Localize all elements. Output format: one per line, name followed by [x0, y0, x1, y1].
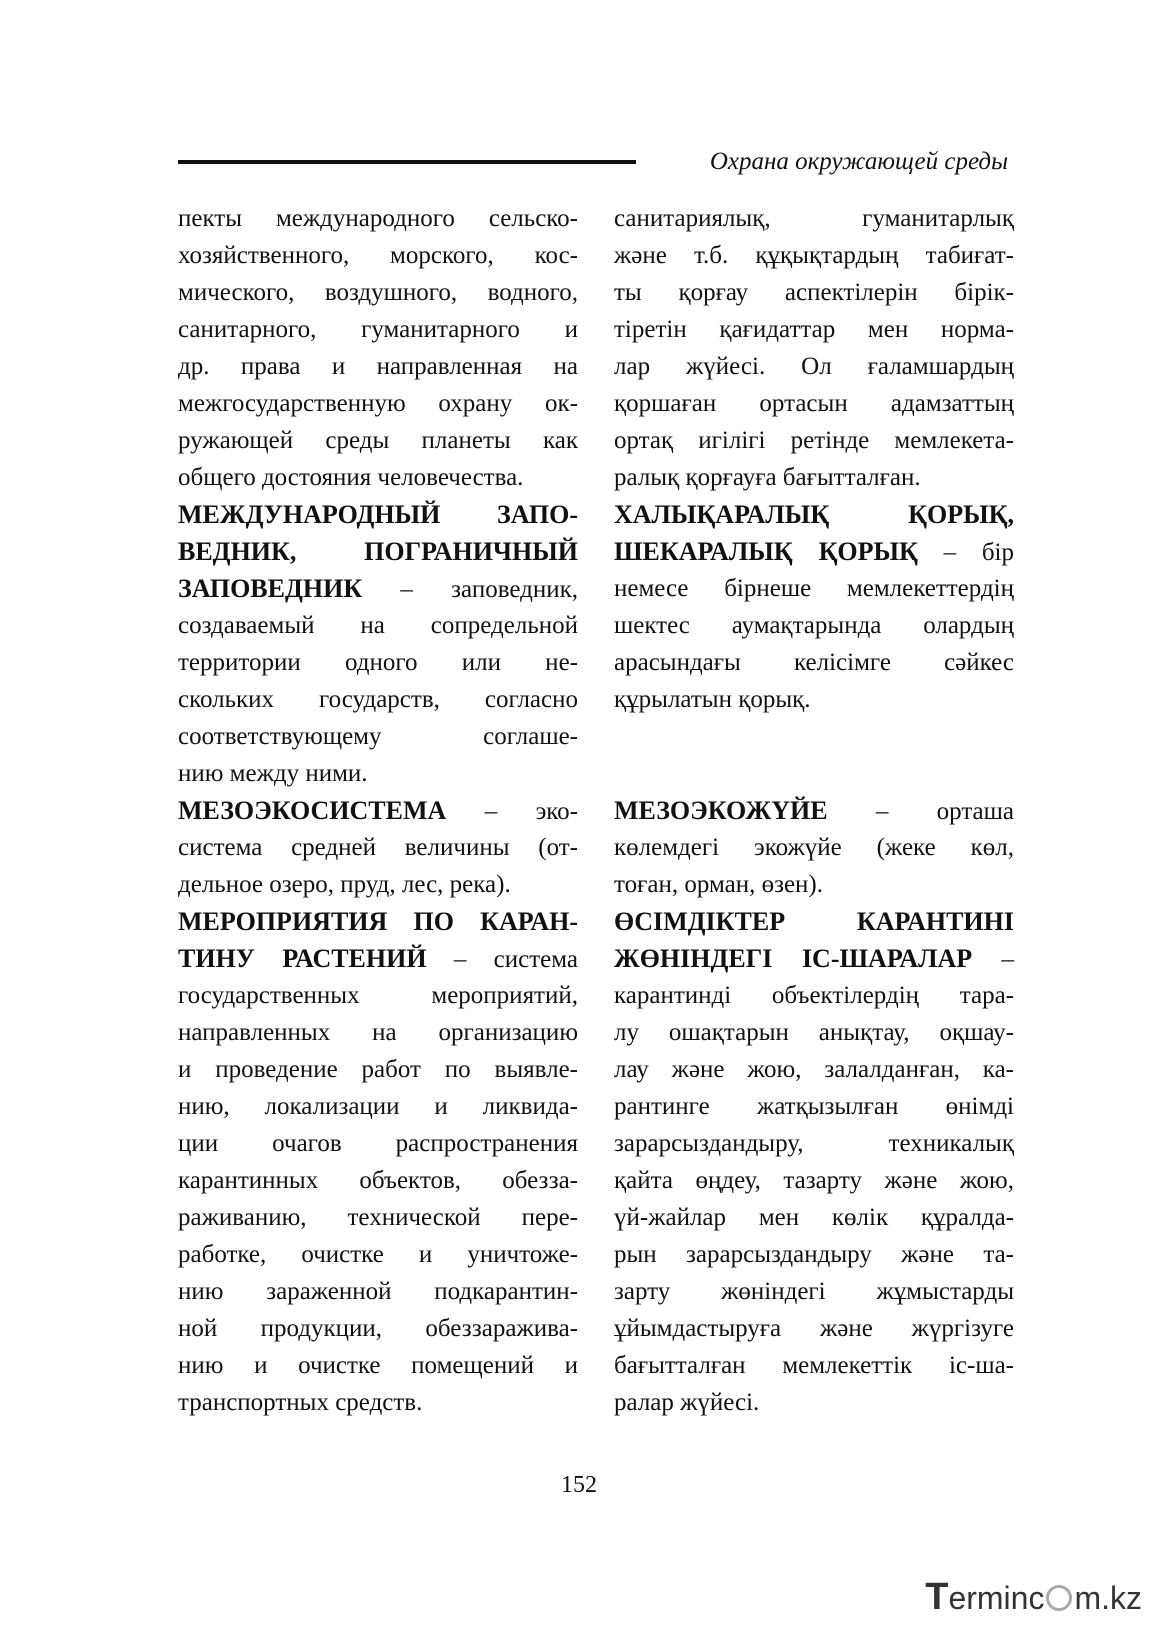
right-column: [614, 200, 1014, 1421]
text-line: [614, 533, 1014, 570]
definition-text: рантинге жатқызылған өнімді: [614, 1093, 1014, 1120]
definition-text: рын зарарсыздандыру және та-: [614, 1241, 1014, 1268]
text-line: [178, 274, 578, 311]
text-line: [614, 1347, 1014, 1384]
definition-text: құрылатын қорық.: [614, 686, 811, 713]
text-line: [614, 1051, 1014, 1088]
term-heading: ТИНУ РАСТЕНИЙ: [178, 944, 427, 973]
definition-text: тіретін қағидаттар мен норма-: [614, 316, 1014, 343]
text-line: [614, 274, 1014, 311]
term-heading: ХАЛЫҚАРАЛЫҚ ҚОРЫҚ,: [614, 500, 1014, 529]
definition-text: межгосударственную охрану ок-: [178, 390, 578, 417]
definition-text: ты қорғау аспектілерін бірік-: [614, 279, 1014, 306]
text-line: [178, 459, 578, 496]
definition-text: скольких государств, согласно: [178, 686, 578, 713]
running-header-title: Охрана окружающей среды: [709, 148, 1008, 175]
term-heading: ЗАПОВЕДНИК: [178, 574, 363, 603]
text-line: [178, 200, 578, 237]
definition-text: қайта өңдеу, тазарту және жою,: [614, 1167, 1014, 1194]
text-line: [178, 1014, 578, 1051]
text-line: [614, 1162, 1014, 1199]
definition-text: система средней величины (от-: [178, 834, 578, 861]
text-line: [614, 570, 1014, 607]
text-line: [178, 718, 578, 755]
definition-text: др. права и направленная на: [178, 353, 578, 380]
page-number: 152: [561, 1472, 597, 1498]
definition-text: үй-жайлар мен көлік құралда-: [614, 1204, 1014, 1231]
definition-text: ралар жүйесі.: [614, 1389, 760, 1416]
text-line: [614, 348, 1014, 385]
text-line: [178, 1384, 578, 1421]
text-line: [614, 977, 1014, 1014]
definition-text: соответствующему соглаше-: [178, 723, 578, 750]
term-heading: ВЕДНИК, ПОГРАНИЧНЫЙ: [178, 537, 578, 566]
magnifier-icon: [1046, 1585, 1072, 1611]
definition-text: – заповедник,: [362, 576, 578, 603]
text-line: [178, 644, 578, 681]
header-rule: [178, 160, 636, 164]
definition-text: и проведение работ по выявле-: [178, 1056, 578, 1083]
term-heading: ШЕКАРАЛЫҚ ҚОРЫҚ: [614, 537, 918, 566]
definition-text: зарарсыздандыру, техникалық: [614, 1130, 1014, 1157]
definition-text: нию между ними.: [178, 760, 368, 787]
text-line: [178, 977, 578, 1014]
watermark-initial: T: [925, 1576, 949, 1618]
text-line: [614, 607, 1014, 644]
text-line: [178, 237, 578, 274]
definition-text: лу ошақтарын анықтау, оқшау-: [614, 1019, 1014, 1046]
text-line: [614, 422, 1014, 459]
text-line: [178, 866, 578, 903]
definition-text: тоған, орман, өзен).: [614, 871, 823, 898]
definition-text: ной продукции, обеззаражива-: [178, 1315, 578, 1342]
definition-text: дельное озеро, пруд, лес, река).: [178, 871, 511, 898]
definition-text: – бір: [917, 539, 1015, 566]
definition-text: ции очагов распространения: [178, 1130, 578, 1157]
text-line: [178, 1199, 578, 1236]
definition-text: территории одного или не-: [178, 649, 578, 676]
text-line: [614, 829, 1014, 866]
definition-text: нию зараженной подкарантин-: [178, 1278, 578, 1305]
text-line: [178, 422, 578, 459]
definition-text: лар жүйесі. Ол ғаламшардың: [614, 353, 1014, 380]
watermark-text-part1: erminc: [948, 1580, 1045, 1616]
term-heading: ӨСІМДІКТЕР КАРАНТИНІ: [614, 907, 1014, 936]
definition-text: – орташа: [827, 798, 1014, 825]
definition-text: раживанию, технической пере-: [178, 1204, 578, 1231]
definition-text: –: [972, 946, 1014, 973]
definition-text: мического, воздушного, водного,: [178, 279, 578, 306]
definition-text: пекты международного сельско-: [178, 205, 578, 232]
text-line: [178, 940, 578, 977]
text-line: [614, 718, 1014, 755]
definition-text: нию и очистке помещений и: [178, 1352, 578, 1379]
definition-text: хозяйственного, морского, кос-: [178, 242, 578, 269]
definition-text: санитарного, гуманитарного и: [178, 316, 578, 343]
definition-text: ортақ игілігі ретінде мемлекета-: [614, 427, 1014, 454]
text-line: [178, 348, 578, 385]
text-line: [178, 1236, 578, 1273]
text-line: [178, 1162, 578, 1199]
definition-text: қоршаған ортасын адамзаттың: [614, 390, 1014, 417]
text-line: [178, 681, 578, 718]
text-line: [178, 1125, 578, 1162]
definition-text: нию, локализации и ликвида-: [178, 1093, 578, 1120]
text-line: [178, 1347, 578, 1384]
text-line: [178, 792, 578, 829]
term-heading: МЕЖДУНАРОДНЫЙ ЗАПО-: [178, 500, 578, 529]
definition-text: – система: [426, 946, 578, 973]
text-line: [614, 1273, 1014, 1310]
termincom-watermark: [925, 1576, 1142, 1619]
text-line: [178, 607, 578, 644]
text-line: [178, 829, 578, 866]
text-line: [614, 1310, 1014, 1347]
text-line: [614, 237, 1014, 274]
text-line: [178, 1273, 578, 1310]
definition-text: бағытталған мемлекеттік іс-ша-: [614, 1352, 1014, 1379]
term-heading: МЕЗОЭКОЖҮЙЕ: [614, 796, 828, 825]
definition-text: направленных на организацию: [178, 1019, 578, 1046]
text-line: [614, 200, 1014, 237]
text-line: [614, 1125, 1014, 1162]
text-line: [178, 311, 578, 348]
text-line: [614, 1199, 1014, 1236]
text-line: [178, 755, 578, 792]
definition-text: ралық қорғауға бағытталған.: [614, 464, 921, 491]
definition-text: лау және жою, залалданған, ка-: [614, 1056, 1014, 1083]
text-line: [178, 1310, 578, 1347]
text-line: [614, 1088, 1014, 1125]
text-line: [614, 681, 1014, 718]
term-heading: ЖӨНІНДЕГІ ІС-ШАРАЛАР: [614, 944, 973, 973]
text-line: [614, 940, 1014, 977]
term-heading: МЕРОПРИЯТИЯ ПО КАРАН-: [178, 907, 578, 936]
term-heading: МЕЗОЭКОСИСТЕМА: [178, 796, 447, 825]
definition-text: транспортных средств.: [178, 1389, 423, 1416]
text-line: [178, 385, 578, 422]
text-line: [614, 903, 1014, 940]
definition-text: карантинді объектілердің тара-: [614, 982, 1014, 1009]
definition-text: общего достояния человечества.: [178, 464, 524, 491]
text-line: [178, 496, 578, 533]
watermark-text-part2: m.kz: [1074, 1580, 1142, 1616]
text-line: [614, 1384, 1014, 1421]
text-line: [614, 1014, 1014, 1051]
text-line: [614, 644, 1014, 681]
text-line: [614, 1236, 1014, 1273]
text-line: [178, 533, 578, 570]
definition-text: государственных мероприятий,: [178, 982, 578, 1009]
definition-text: немесе бірнеше мемлекеттердің: [614, 575, 1014, 602]
definition-text: создаваемый на сопредельной: [178, 612, 578, 639]
text-line: [614, 496, 1014, 533]
definition-text: – эко-: [446, 798, 578, 825]
text-line: [614, 459, 1014, 496]
text-line: [614, 866, 1014, 903]
text-line: [614, 792, 1014, 829]
text-line: [178, 1088, 578, 1125]
text-line: [178, 903, 578, 940]
definition-text: ұйымдастыруға және жүргізуге: [614, 1315, 1014, 1342]
definition-text: көлемдегі экожүйе (жеке көл,: [614, 834, 1014, 861]
text-line: [178, 1051, 578, 1088]
definition-text: санитариялық, гуманитарлық: [614, 205, 1014, 232]
text-line: [614, 311, 1014, 348]
definition-text: работке, очистке и уничтоже-: [178, 1241, 578, 1268]
left-column: [178, 200, 578, 1421]
definition-text: зарту жөніндегі жұмыстарды: [614, 1278, 1014, 1305]
definition-text: және т.б. құқықтардың табиғат-: [614, 242, 1014, 269]
text-line: [614, 755, 1014, 792]
definition-text: ружающей среды планеты как: [178, 427, 578, 454]
definition-text: шектес аумақтарында олардың: [614, 612, 1014, 639]
definition-text: арасындағы келісімге сәйкес: [614, 649, 1014, 676]
definition-text: карантинных объектов, обезза-: [178, 1167, 578, 1194]
text-line: [178, 570, 578, 607]
text-line: [614, 385, 1014, 422]
